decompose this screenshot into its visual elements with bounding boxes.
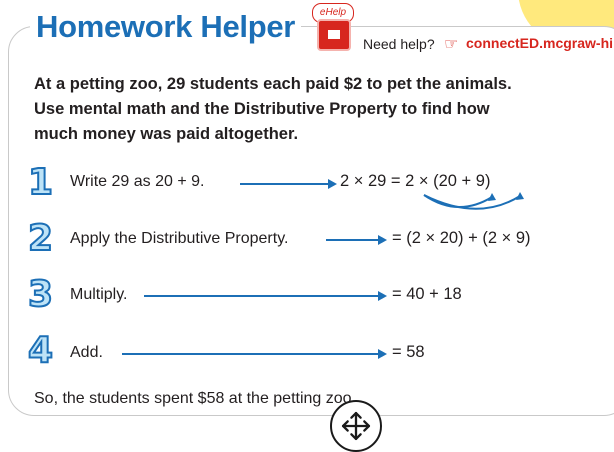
step-2 <box>0 220 614 260</box>
step-label: Add. <box>70 344 103 361</box>
house-icon <box>317 19 351 51</box>
step-3 <box>0 276 614 316</box>
arrow-line <box>240 183 330 185</box>
arrow-line <box>122 353 380 355</box>
step-label: Multiply. <box>70 286 128 303</box>
step-number: 4 <box>28 330 54 371</box>
move-icon[interactable] <box>330 400 382 452</box>
step-number: 1 <box>28 162 54 203</box>
step-expression: = (2 × 20) + (2 × 9) <box>392 229 531 247</box>
conclusion-text: So, the students spent $58 at the petting zoo. <box>34 390 357 407</box>
step-number: 3 <box>28 274 54 315</box>
arrow-head <box>328 179 337 189</box>
step-number: 2 <box>28 218 54 259</box>
step-expression: = 58 <box>392 343 425 361</box>
pointer-hand-icon: ☞ <box>444 36 459 53</box>
step-label: Apply the Distributive Property. <box>70 230 289 247</box>
step-expression: = 40 + 18 <box>392 285 462 303</box>
step-expression: 2 × 29 = 2 × (20 + 9) <box>340 172 491 190</box>
distribution-arcs <box>418 192 528 216</box>
connected-link[interactable]: connectED.mcgraw-hi <box>466 35 614 51</box>
need-help-label: Need help? <box>363 36 435 52</box>
page-title: Homework Helper <box>30 9 301 45</box>
problem-statement: At a petting zoo, 29 students each paid $2 to pet the animals. Use mental math and the Distributive Property to find how much money was paid altogether. <box>34 75 512 143</box>
step-label: Write 29 as 20 + 9. <box>70 173 205 190</box>
arrow-line <box>144 295 380 297</box>
arrow-head <box>378 291 387 301</box>
arrow-line <box>326 239 380 241</box>
arrow-head <box>378 349 387 359</box>
ehelp-button[interactable] <box>311 3 353 51</box>
step-4 <box>0 332 614 372</box>
ehelp-badge: eHelp <box>312 3 354 23</box>
arrow-head <box>378 235 387 245</box>
